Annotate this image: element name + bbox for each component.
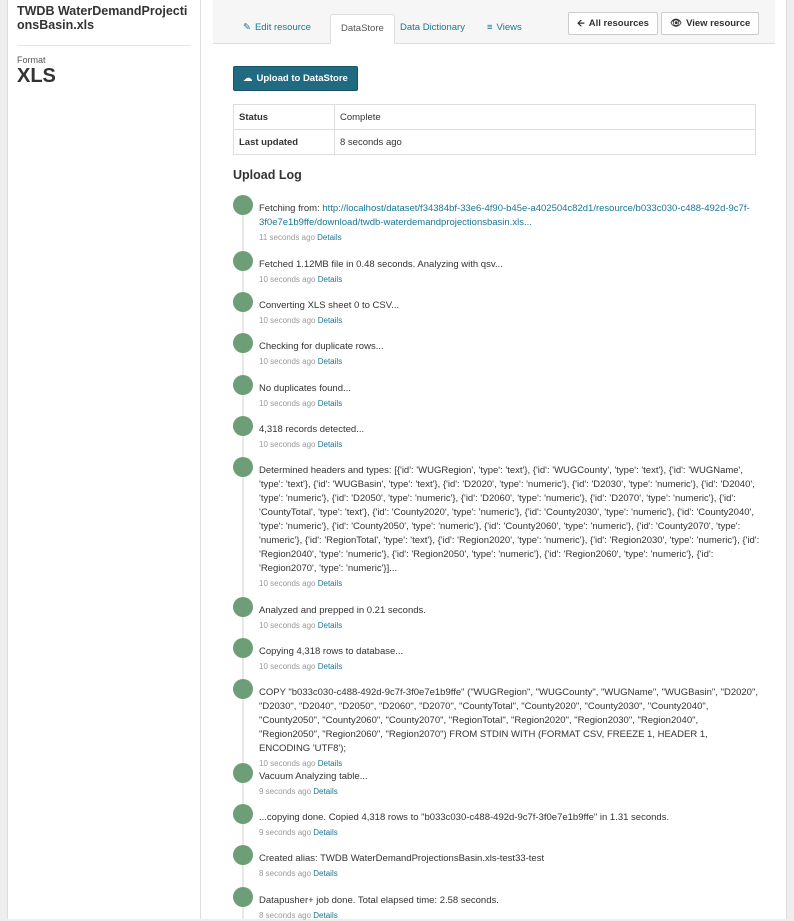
status-dot-icon	[233, 638, 253, 658]
log-meta	[259, 661, 761, 672]
log-meta	[259, 786, 761, 797]
log-entry	[233, 811, 761, 838]
upload-log-title: Upload Log	[233, 168, 302, 182]
log-message: Vacuum Analyzing table...	[259, 771, 368, 782]
tab-data-dictionary[interactable]	[390, 14, 475, 44]
status-label: Status	[234, 105, 335, 130]
log-meta	[259, 758, 761, 769]
log-timestamp: 10 seconds ago	[259, 579, 316, 588]
status-dot-icon	[233, 845, 253, 865]
status-dot-icon	[233, 887, 253, 907]
details-link[interactable]: Details	[317, 621, 343, 630]
upload-to-datastore-button[interactable]	[233, 66, 358, 91]
tab-datastore[interactable]	[330, 14, 395, 44]
log-message	[259, 202, 761, 230]
status-dot-icon	[233, 251, 253, 271]
log-timestamp: 10 seconds ago	[259, 621, 316, 630]
log-meta	[259, 232, 761, 243]
pencil-icon: ✎	[243, 22, 251, 33]
log-timestamp: 10 seconds ago	[259, 357, 316, 366]
cloud-upload-icon: ☁	[243, 73, 253, 84]
log-meta	[259, 620, 761, 631]
details-link[interactable]: Details	[313, 869, 338, 878]
status-dot-icon	[233, 597, 253, 617]
status-value: Complete	[335, 105, 756, 130]
arrow-left-icon: 🡨	[577, 18, 585, 29]
resource-tabbar	[213, 0, 775, 44]
log-entry	[233, 299, 761, 326]
format-value: XLS	[17, 65, 56, 87]
log-timestamp: 8 seconds ago	[259, 911, 312, 920]
sidebar	[8, 0, 201, 919]
log-message: Fetched 1.12MB file in 0.48 seconds. Analyzing with qsv...	[259, 259, 503, 270]
details-link[interactable]: Details	[317, 357, 343, 366]
status-dot-icon	[233, 375, 253, 395]
last-updated-value: 8 seconds ago	[335, 130, 756, 155]
log-timestamp: 10 seconds ago	[259, 759, 316, 768]
tab-datastore-label: DataStore	[341, 23, 384, 34]
resource-download-link[interactable]: http://localhost/dataset/f34384bf-33e6-4f90-b45e-a402504c82d1/resource/b033c030-c488-492d-9c7f-3f0e7e1b9ffe/download/twdb-waterdemandprojectionsbasin.xls...	[259, 203, 750, 228]
details-link[interactable]: Details	[313, 787, 338, 796]
details-link[interactable]: Details	[313, 828, 338, 837]
page	[7, 0, 787, 919]
tab-edit-label: Edit resource	[254, 22, 311, 33]
sidebar-divider	[17, 45, 191, 46]
log-message-prefix: Fetching from:	[259, 203, 323, 214]
log-message: No duplicates found...	[259, 383, 351, 394]
log-entry	[233, 686, 761, 769]
log-entry	[233, 258, 761, 285]
status-dot-icon	[233, 457, 253, 477]
log-message: Checking for duplicate rows...	[259, 341, 384, 352]
log-timestamp: 9 seconds ago	[259, 828, 312, 837]
details-link[interactable]: Details	[317, 399, 343, 408]
log-entry	[233, 894, 761, 921]
log-timestamp: 11 seconds ago	[259, 233, 315, 242]
log-message: Analyzed and prepped in 0.21 seconds.	[259, 605, 426, 616]
log-meta	[259, 274, 761, 285]
details-link[interactable]: Details	[317, 662, 343, 671]
upload-button-label: Upload to DataStore	[256, 73, 348, 84]
log-entry	[233, 604, 761, 631]
tab-dictionary-label: Data Dictionary	[400, 22, 465, 33]
view-resource-button[interactable]	[661, 12, 759, 35]
status-dot-icon	[233, 763, 253, 783]
log-timestamp: 10 seconds ago	[259, 316, 316, 325]
log-meta	[259, 868, 761, 879]
format-label: Format	[17, 55, 46, 65]
log-entry	[233, 340, 761, 367]
log-message: Converting XLS sheet 0 to CSV...	[259, 300, 400, 311]
log-entry	[233, 464, 761, 589]
log-message: Copying 4,318 rows to database...	[259, 646, 404, 657]
status-row	[234, 105, 756, 130]
status-dot-icon	[233, 333, 253, 353]
details-link[interactable]: Details	[317, 233, 342, 242]
last-updated-row	[234, 130, 756, 155]
log-message: Created alias: TWDB WaterDemandProjectionsBasin.xls-test33-test	[259, 853, 545, 864]
list-icon: ≡	[487, 22, 493, 33]
log-entry	[233, 645, 761, 672]
log-timestamp: 8 seconds ago	[259, 869, 312, 878]
tab-edit-resource[interactable]	[233, 14, 321, 44]
log-message: Determined headers and types: [{'id': 'WUGRegion', 'type': 'text'}, {'id': 'WUGCounty', 'type': 'text'}, {'id': 'WUGName', 'type': 'text'}, {'id': 'WUGBasin', 'type': 'text'}, {'id': 'D2020', 'type': 'numeric'}, {'id': 'D2030', 'type': 'numeric'}, {'id': 'D2040', 'type': 'numeric'}, {'id': 'D2050', 'type': 'numeric'}, {'id': 'D2060', 'type': 'numeric'}, {'id': 'D2070', 'type': 'numeric'}, {'id': 'CountyTotal', 'type': 'text'}, {'id': 'County2020', 'type': 'numeric'}, {'id': 'County2030', 'type': 'numeric'}, {'id': 'County2040', 'type': 'numeric'}, {'id': 'County2050', 'type': 'numeric'}, {'id': 'County2060', 'type': 'numeric'}, {'id': 'County2070', 'type': 'numeric'}, {'id': 'RegionTotal', 'type': 'text'}, {'id': 'Region2020', 'type': 'numeric'}, {'id': 'Region2030', 'type': 'numeric'}, {'id': 'Region2040', 'type': 'numeric'}, {'id': 'Region2050', 'type': 'numeric'}, {'id': 'Region2060', 'type': 'numeric'}, {'id': 'Region2070', 'type': 'numeric'}]...	[259, 465, 760, 574]
details-link[interactable]: Details	[317, 759, 343, 768]
details-link[interactable]: Details	[317, 316, 343, 325]
log-entry	[233, 770, 761, 797]
log-entry	[233, 852, 761, 879]
details-link[interactable]: Details	[317, 275, 343, 284]
status-table	[233, 104, 756, 155]
log-timestamp: 9 seconds ago	[259, 787, 312, 796]
log-timestamp: 10 seconds ago	[259, 440, 316, 449]
log-meta	[259, 827, 761, 838]
eye-icon: 👁	[670, 18, 683, 29]
status-dot-icon	[233, 804, 253, 824]
details-link[interactable]: Details	[317, 579, 343, 588]
log-meta	[259, 439, 761, 450]
status-dot-icon	[233, 195, 253, 215]
resource-title: TWDB WaterDemandProjectionsBasin.xls	[17, 4, 188, 32]
tab-views-label: Views	[496, 22, 522, 33]
log-meta	[259, 315, 761, 326]
view-resource-label: View resource	[686, 18, 751, 29]
log-message: COPY "b033c030-c488-492d-9c7f-3f0e7e1b9ffe" ("WUGRegion", "WUGCounty", "WUGName", "WUGBasin", "D2020", "D2030", "D2040", "D2050", "D2060", "D2070", "CountyTotal", "County2020", "County2030", "County2040", "County2050", "County2060", "County2070", "RegionTotal", "Region2020", "Region2030", "Region2040", "Region2050", "Region2060", "Region2070") FROM STDIN WITH (FORMAT CSV, FREEZE 1, HEADER 1, ENCODING 'UTF8');	[259, 687, 758, 754]
log-timestamp: 10 seconds ago	[259, 662, 316, 671]
all-resources-button[interactable]	[568, 12, 658, 35]
log-message: Datapusher+ job done. Total elapsed time: 2.58 seconds.	[259, 895, 499, 906]
details-link[interactable]: Details	[317, 440, 343, 449]
log-message: ...copying done. Copied 4,318 rows to "b033c030-c488-492d-9c7f-3f0e7e1b9ffe" in 1.31 seconds.	[259, 812, 670, 823]
status-dot-icon	[233, 679, 253, 699]
main-content	[201, 0, 786, 919]
all-resources-label: All resources	[588, 18, 649, 29]
log-entry	[233, 423, 761, 450]
tab-views[interactable]	[477, 14, 532, 44]
log-entry	[233, 382, 761, 409]
log-message: 4,318 records detected...	[259, 424, 365, 435]
status-dot-icon	[233, 292, 253, 312]
log-timestamp: 10 seconds ago	[259, 275, 316, 284]
log-timestamp: 10 seconds ago	[259, 399, 316, 408]
status-dot-icon	[233, 416, 253, 436]
last-updated-label: Last updated	[234, 130, 335, 155]
log-meta	[259, 578, 761, 589]
log-meta	[259, 910, 761, 921]
log-entry	[233, 202, 761, 243]
log-meta	[259, 398, 761, 409]
log-meta	[259, 356, 761, 367]
details-link[interactable]: Details	[313, 911, 338, 920]
